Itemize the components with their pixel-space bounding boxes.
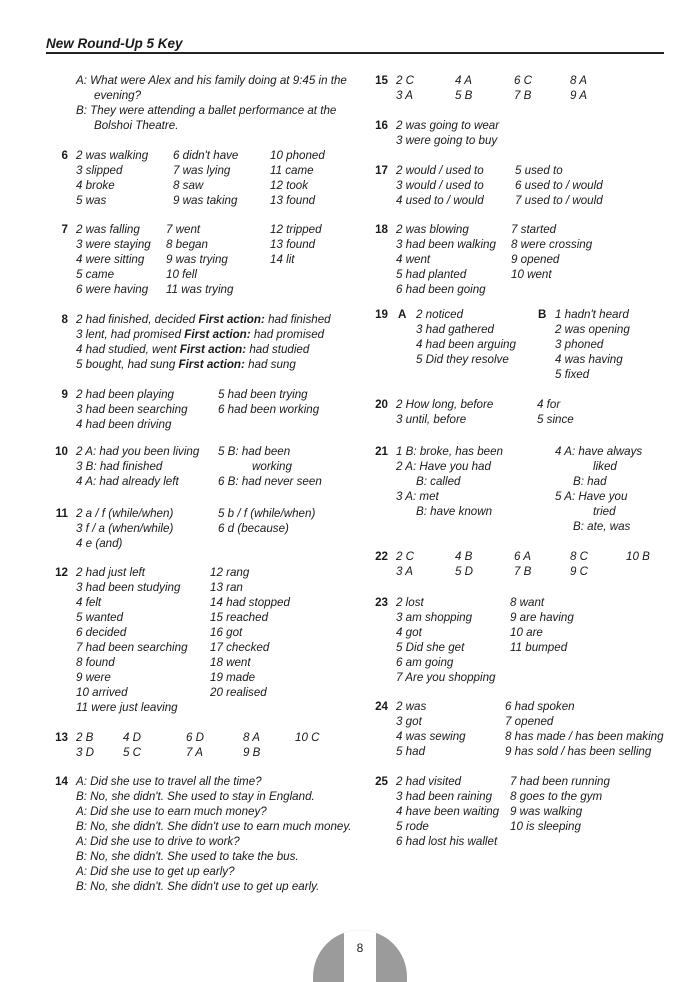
answer-line: 6 decided [76,626,127,639]
answer-line: 2 C [396,74,415,87]
answer-line: 7 A [186,746,203,759]
exercise-number: 17 [375,164,388,177]
answer-line: 6 had been working [218,403,320,416]
dialogue-line: B: No, she didn't. She didn't use to get up early. [76,880,320,893]
answer-line: 3 until, before [396,413,467,426]
answer-line: 10 phoned [270,149,325,162]
dialogue-line: Bolshoi Theatre. [94,119,179,132]
answer-line: 5 B [455,89,473,102]
answer-line: 2 was going to wear [396,119,500,132]
exercise-number: 22 [375,550,388,563]
exercise-number: 20 [375,398,388,411]
answer-line: 3 A [396,565,413,578]
answer-line: 10 is sleeping [510,820,581,833]
answer-line: 6 didn't have [173,149,239,162]
answer-line: 4 A [455,74,472,87]
answer-line: B: had [573,475,607,488]
answer-line: 3 would / used to [396,179,484,192]
answer-line: 5 had planted [396,268,467,281]
answer-line: 4 broke [76,179,115,192]
answer-line: 9 B [243,746,261,759]
dialogue-line: A: Did she use to travel all the time? [76,775,262,788]
answer-line: 5 since [537,413,574,426]
answer-line: 7 had been running [510,775,610,788]
answer-line: 4 was sewing [396,730,466,743]
answer-line: 12 rang [210,566,250,579]
answer-line: 18 went [210,656,251,669]
answer-line: 10 went [511,268,552,281]
answer-line: 4 for [537,398,561,411]
answer-line: 6 D [186,731,205,744]
answer-line: 3 had been studying [76,581,181,594]
first-action-label: First action: [178,358,245,371]
answer-line: 4 e (and) [76,537,123,550]
answer-line: 11 was trying [166,283,234,296]
dialogue-line: B: No, she didn't. She didn't use to earn much money. [76,820,352,833]
answer-line: 3 were going to buy [396,134,498,147]
answer-line: 9 was walking [510,805,583,818]
answer-line [76,312,331,327]
answer-line [76,357,296,372]
answer-line: 8 goes to the gym [510,790,603,803]
answer-line: 12 took [270,179,309,192]
answer-line: 2 was [396,700,427,713]
dialogue-line: A: Did she use to earn much money? [76,805,267,818]
answer-line: 3 got [396,715,422,728]
answer-line: 7 had been searching [76,641,188,654]
dialogue-line: B: No, she didn't. She used to stay in England. [76,790,315,803]
answer-line: 8 want [510,596,545,609]
answer-line: 17 checked [210,641,270,654]
answer-line [76,342,309,357]
answer-line: 5 A: Have you [555,490,628,503]
answer-line: 9 opened [511,253,560,266]
dialogue-line: evening? [94,89,142,102]
answer-line: 5 C [123,746,142,759]
answer-line: 6 am going [396,656,454,669]
answer-line: 19 made [210,671,256,684]
answer-line: 5 used to [515,164,563,177]
answer-line: 4 B [455,550,473,563]
answer-line: 20 realised [210,686,267,699]
answer-line: 8 saw [173,179,204,192]
dialogue-line: A: Did she use to drive to work? [76,835,240,848]
answer-line: 5 Did she get [396,641,465,654]
answer-line: 2 a / f (while/when) [76,507,174,520]
answer-line: 5 b / f (while/when) [218,507,316,520]
answer-line: 5 had [396,745,426,758]
answer-line: 5 wanted [76,611,124,624]
answer-line: 9 was trying [166,253,228,266]
answer-line: 1 hadn't heard [555,308,629,321]
answer-line: 3 f / a (when/while) [76,522,174,535]
exercise-number: 19 [375,308,388,321]
answer-line: 4 got [396,626,422,639]
answer-line: 7 was lying [173,164,231,177]
answer-text: had promised [250,328,325,341]
answer-line: 3 had been searching [76,403,188,416]
answer-line: 2 was falling [76,223,140,236]
exercise-number: 6 [61,149,68,162]
exercise-number: 14 [55,775,68,788]
answer-line: 2 A: Have you had [396,460,491,473]
page-badge-inner [344,930,376,982]
answer-line: 9 C [570,565,589,578]
answer-line: 7 used to / would [515,194,603,207]
part-label: B [538,308,547,321]
answer-text: 5 bought, had sung [76,358,179,371]
answer-line: 6 had spoken [505,700,575,713]
answer-line: 2 had been playing [76,388,174,401]
answer-line: 15 reached [210,611,269,624]
answer-line: liked [593,460,617,473]
answer-line: 4 had been driving [76,418,172,431]
answer-line: B: called [416,475,461,488]
dialogue-line: A: Did she use to get up early? [76,865,235,878]
answer-line: 3 slipped [76,164,123,177]
answer-line: 2 would / used to [396,164,484,177]
answer-line: 10 arrived [76,686,128,699]
page-number-badge [313,930,407,982]
answer-line: 5 fixed [555,368,590,381]
answer-line: 6 had been going [396,283,486,296]
answer-line: 1 B: broke, has been [396,445,503,458]
answer-line: 5 had been trying [218,388,308,401]
answer-line: 7 Are you shopping [396,671,496,684]
answer-line: 7 started [511,223,557,236]
answer-line: 10 fell [166,268,197,281]
answer-line: 3 A [396,89,413,102]
answer-line: 6 A [514,550,531,563]
exercise-number: 9 [61,388,68,401]
answer-text: 3 lent, had promised [76,328,185,341]
answer-line: 4 D [123,731,142,744]
dialogue-line: A: What were Alex and his family doing at 9:45 in the [76,74,347,87]
answer-line: 2 How long, before [396,398,494,411]
answer-line: 4 had been arguing [416,338,516,351]
answer-line: 6 had lost his wallet [396,835,498,848]
answer-line: 5 rode [396,820,429,833]
answer-line: 3 phoned [555,338,604,351]
page-number: 8 [356,941,364,955]
answer-line: 11 bumped [510,641,568,654]
answer-line: 5 D [455,565,474,578]
answer-line: 2 had just left [76,566,145,579]
answer-line: 6 B: had never seen [218,475,322,488]
answer-line: 2 was blowing [396,223,469,236]
part-label: A [398,308,407,321]
answer-line: 2 was opening [555,323,630,336]
exercise-number: 10 [55,445,68,458]
answer-line: 6 used to / would [515,179,603,192]
answer-line [76,327,324,342]
answer-line: 16 got [210,626,243,639]
answer-line: 8 found [76,656,115,669]
answer-line: 10 B [626,550,650,563]
answer-line: 8 A [570,74,587,87]
answer-line: 2 B [76,731,94,744]
answer-line: 4 were sitting [76,253,145,266]
answer-line: 3 had been walking [396,238,496,251]
answer-line: 3 were staying [76,238,151,251]
exercise-number: 21 [375,445,388,458]
exercise-number: 18 [375,223,388,236]
answer-line: 2 C [396,550,415,563]
answer-line: 2 A: had you been living [76,445,200,458]
answer-line: 4 used to / would [396,194,484,207]
answer-line: 2 lost [396,596,424,609]
first-action-label: First action: [179,343,247,356]
exercise-number: 25 [375,775,388,788]
answer-line: 2 noticed [416,308,464,321]
answer-line: 4 have been waiting [396,805,500,818]
answer-line: 5 Did they resolve [416,353,509,366]
answer-line: 9 has sold / has been selling [505,745,652,758]
answer-line: 2 was walking [76,149,149,162]
answer-line: 10 C [295,731,320,744]
answer-text: 2 had finished, decided [76,313,199,326]
answer-line: 3 D [76,746,95,759]
answer-line: tried [593,505,616,518]
answer-line: B: have known [416,505,493,518]
answer-line: 13 found [270,238,316,251]
answer-line: 7 B [514,89,532,102]
page-title: New Round-Up 5 Key [46,36,183,51]
answer-line: 4 was having [555,353,623,366]
answer-line: 6 were having [76,283,149,296]
answer-line: 13 found [270,194,316,207]
first-action-label: First action: [184,328,251,341]
answer-line: 14 had stopped [210,596,290,609]
answer-line: 14 lit [270,253,295,266]
answer-line: 9 was taking [173,194,238,207]
first-action-label: First action: [198,313,265,326]
answer-line: working [252,460,292,473]
exercise-number: 16 [375,119,388,132]
answer-line: 9 were [76,671,111,684]
answer-line: B: ate, was [573,520,631,533]
answer-line: 7 B [514,565,532,578]
answer-line: 8 A [243,731,260,744]
answer-line: 3 B: had finished [76,460,163,473]
header-rule [46,52,664,54]
answer-line: 9 A [570,89,587,102]
answer-line: 8 C [570,550,589,563]
answer-line: 3 A: met [396,490,439,503]
answer-line: 9 are having [510,611,574,624]
answer-line: 4 felt [76,596,102,609]
exercise-number: 7 [61,223,68,236]
answer-text: 4 had studied, went [76,343,180,356]
answer-line: 8 were crossing [511,238,593,251]
exercise-number: 8 [61,313,68,326]
answer-line: 7 went [166,223,201,236]
answer-line: 4 went [396,253,431,266]
answer-line: 4 A: have always [555,445,643,458]
answer-line: 11 were just leaving [76,701,178,714]
answer-text: had studied [246,343,310,356]
answer-text: had sung [244,358,296,371]
answer-line: 3 had gathered [416,323,495,336]
exercise-number: 24 [375,700,388,713]
answer-line: 2 had visited [396,775,462,788]
dialogue-line: B: No, she didn't. She used to take the bus. [76,850,299,863]
answer-line: 11 came [270,164,314,177]
answer-line: 8 has made / has been making [505,730,664,743]
exercise-number: 13 [55,731,68,744]
answer-line: 13 ran [210,581,243,594]
answer-line: 4 A: had already left [76,475,179,488]
answer-line: 5 B: had been [218,445,291,458]
exercise-number: 23 [375,596,388,609]
answer-line: 10 are [510,626,543,639]
answer-line: 12 tripped [270,223,322,236]
dialogue-line: B: They were attending a ballet performance at the [76,104,337,117]
answer-line: 3 am shopping [396,611,473,624]
answer-line: 7 opened [505,715,554,728]
answer-line: 5 was [76,194,107,207]
answer-line: 3 had been raining [396,790,493,803]
answer-text: had finished [264,313,331,326]
exercise-number: 15 [375,74,388,87]
exercise-number: 12 [55,566,68,579]
answer-line: 5 came [76,268,115,281]
exercise-number: 11 [55,507,68,520]
answer-line: 6 C [514,74,533,87]
answer-line: 6 d (because) [218,522,289,535]
answer-line: 8 began [166,238,208,251]
